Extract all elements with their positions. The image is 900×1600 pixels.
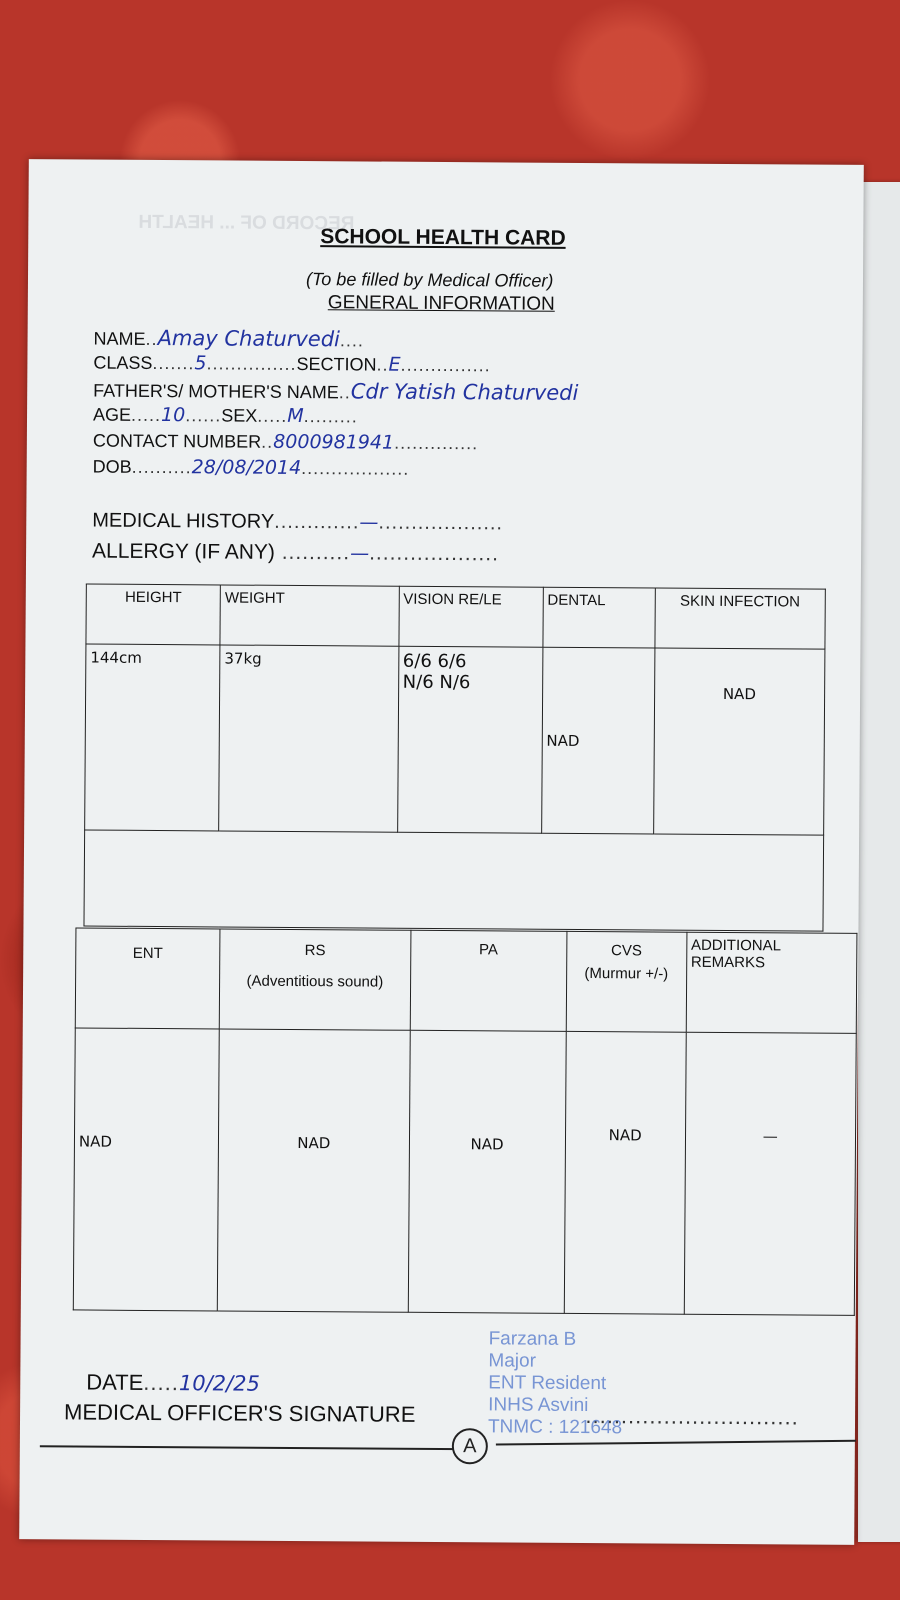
contact-label: CONTACT NUMBER [92, 430, 262, 452]
dob-value[interactable]: 28/08/2014 [191, 456, 302, 480]
allergy-row: ALLERGY (IF ANY) ..........—................... [92, 539, 500, 566]
parent-value[interactable]: Cdr Yatish Chaturvedi [350, 379, 579, 405]
allergy-value[interactable]: — [350, 542, 370, 565]
medical-history-row: MEDICAL HISTORY.............—................... [92, 509, 504, 535]
section-label: SECTION [296, 353, 377, 375]
stamp-hospital: INHS Asvini [488, 1394, 589, 1417]
class-row: CLASS.......5...............SECTION..E............... [93, 352, 491, 376]
rs-value[interactable]: NAD [217, 1029, 409, 1312]
doctor-stamp [488, 1328, 623, 1439]
sex-label: SEX [221, 405, 258, 426]
dob-row: DOB..........28/08/2014.................. [92, 456, 410, 480]
stamp-name: Farzana B [488, 1328, 577, 1350]
publisher-logo: A [452, 1428, 488, 1464]
dob-label: DOB [92, 456, 132, 477]
header-rs-sub: (Adventitious sound) [246, 972, 384, 991]
bottom-rule-left [40, 1445, 460, 1450]
allergy-label: ALLERGY (IF ANY) [92, 539, 276, 564]
cvs-value[interactable]: NAD [564, 1031, 686, 1314]
weight-value[interactable]: 37kg [219, 645, 399, 832]
contact-value[interactable]: 8000981941 [273, 430, 395, 454]
page-title: SCHOOL HEALTH CARD [320, 225, 566, 250]
blank-row [84, 830, 824, 931]
medical-history-value[interactable]: — [359, 511, 379, 534]
header-cvs [566, 931, 687, 1032]
header-ent: ENT [75, 928, 220, 1029]
contact-row: CONTACT NUMBER..8000981941.............. [92, 430, 479, 454]
signature-row: MEDICAL OFFICER'S SIGNATURE .............................. [63, 1399, 799, 1430]
name-row: NAME..Amay Chaturvedi.... [93, 326, 365, 352]
stamp-dept: ENT Resident [488, 1372, 607, 1395]
pa-value[interactable]: NAD [408, 1030, 566, 1313]
header-rs [219, 929, 410, 1030]
header-cvs-label: CVS [611, 942, 642, 960]
header-rs-label: RS [304, 942, 326, 960]
sex-value[interactable]: M [287, 404, 304, 428]
header-weight: WEIGHT [220, 585, 399, 646]
signature-label: MEDICAL OFFICER'S SIGNATURE [63, 1399, 416, 1427]
bleed-through-text: RECORD OF ... HEALTH [138, 211, 355, 235]
header-pa: PA [410, 930, 567, 1031]
exam-table-2 [73, 927, 858, 1315]
stamp-rank: Major [488, 1350, 537, 1372]
health-card-page [19, 159, 864, 1545]
age-value[interactable]: 10 [160, 404, 186, 427]
page-subtitle: (To be filled by Medical Officer) [305, 269, 554, 291]
parent-row: FATHER'S/ MOTHER'S NAME..Cdr Yatish Chaturvedi [93, 379, 579, 405]
parent-label: FATHER'S/ MOTHER'S NAME [93, 380, 339, 403]
height-value[interactable]: 144cm [85, 644, 220, 831]
section-value[interactable]: E [388, 353, 401, 376]
vision-value[interactable]: 6/6 6/6 N/6 N/6 [397, 646, 542, 833]
header-cvs-sub: (Murmur +/-) [584, 965, 669, 983]
date-label: DATE [86, 1369, 144, 1395]
next-page-edge [858, 182, 900, 1542]
bottom-rule-right [496, 1440, 856, 1446]
medical-history-label: MEDICAL HISTORY [92, 509, 275, 533]
section-title: GENERAL INFORMATION [327, 292, 555, 315]
age-row: AGE.....10......SEX.....M......... [92, 404, 358, 428]
header-vision: VISION RE/LE [398, 586, 543, 647]
name-value[interactable]: Amay Chaturvedi [157, 326, 341, 352]
name-label: NAME [93, 328, 146, 349]
date-value[interactable]: 10/2/25 [178, 1371, 260, 1396]
header-height: HEIGHT [86, 584, 220, 645]
class-label: CLASS [93, 352, 153, 373]
age-label: AGE [92, 404, 132, 425]
remarks-value[interactable]: — [684, 1032, 856, 1315]
date-row: DATE.....10/2/25 [86, 1369, 260, 1396]
header-remarks: ADDITIONAL REMARKS [686, 932, 857, 1033]
header-skin: SKIN INFECTION [655, 588, 826, 649]
header-dental: DENTAL [543, 587, 655, 648]
stamp-reg: TNMC : 121648 [487, 1416, 623, 1439]
class-value[interactable]: 5 [194, 352, 207, 375]
exam-table-1 [83, 584, 825, 932]
skin-value[interactable]: NAD [653, 648, 825, 835]
ent-value[interactable]: NAD [73, 1028, 219, 1311]
dental-value[interactable]: NAD [541, 647, 654, 834]
